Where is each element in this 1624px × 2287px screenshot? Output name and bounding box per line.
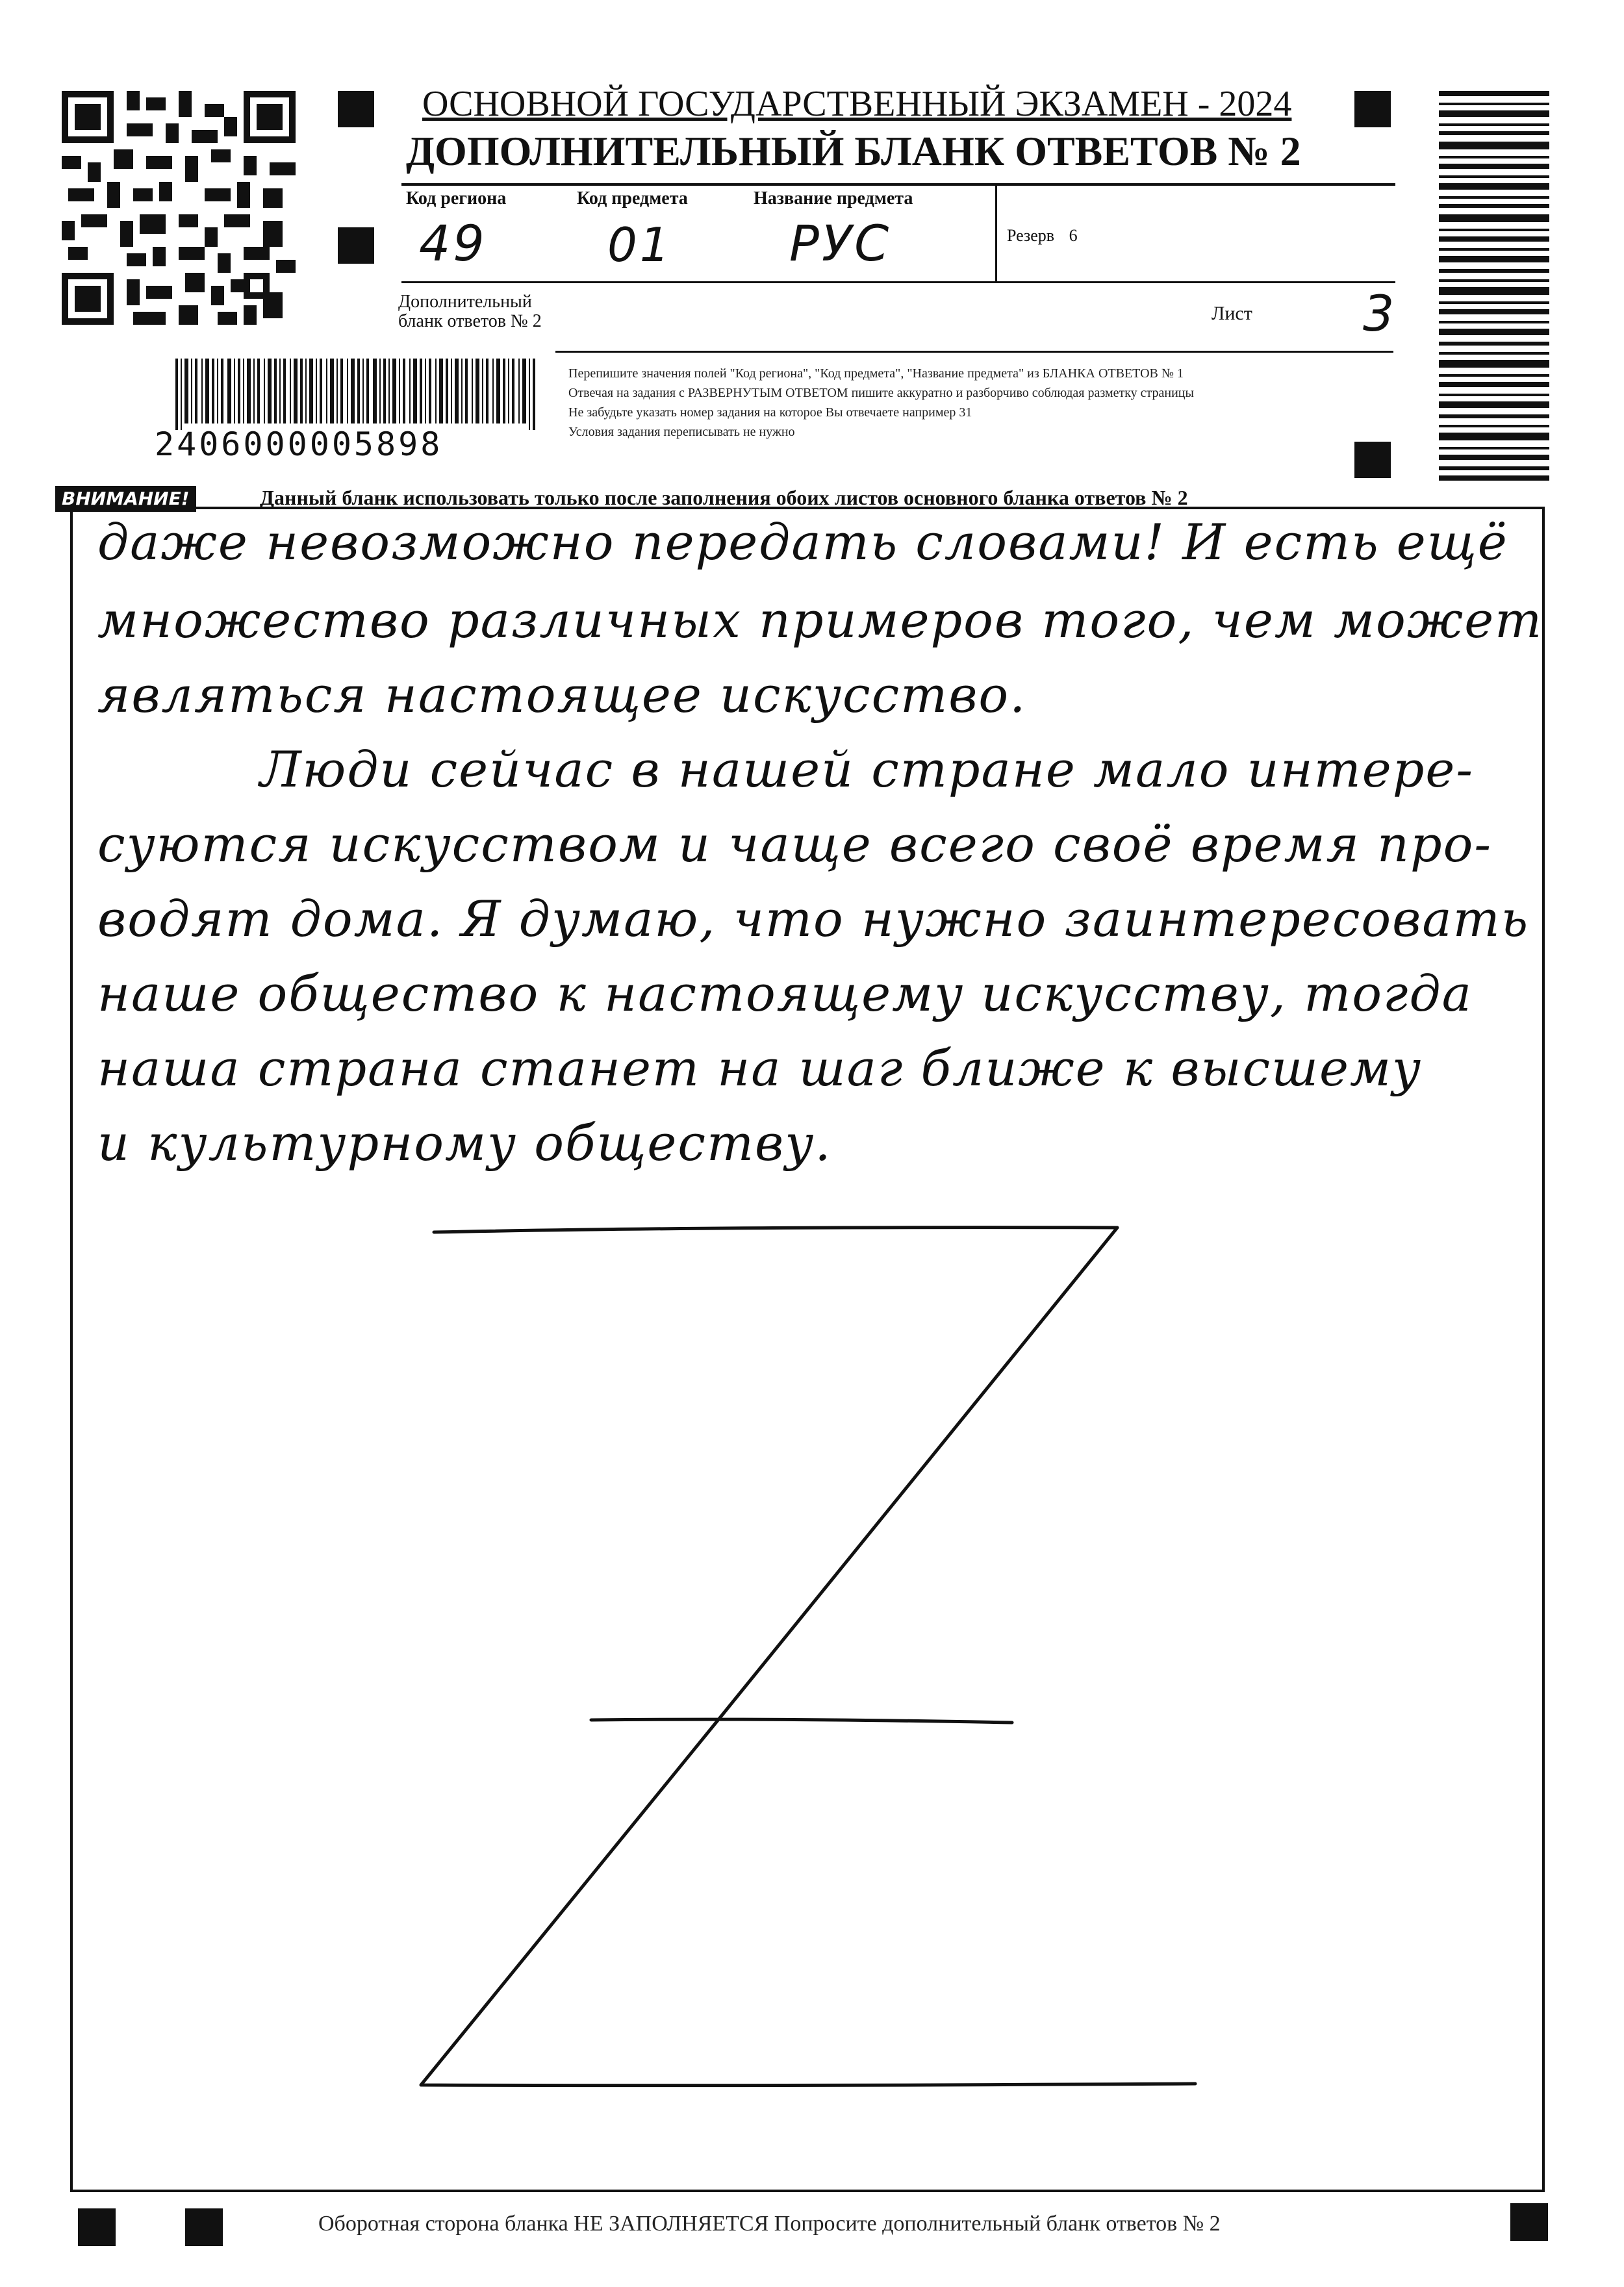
handwritten-line: и культурному обществу. [97,1114,832,1172]
reserve-value: 6 [1069,226,1078,245]
sheet-label: Лист [1212,303,1252,324]
instruction-line: Отвечая на задания с РАЗВЕРНУТЫМ ОТВЕТОМ пишите аккуратно и разборчиво соблюдая разметку страницы [568,386,1194,400]
handwritten-line: множество различных примеров того, чем может [97,591,1543,649]
subject-name-label: Название предмета [754,188,913,208]
form-label-line2: бланк ответов № 2 [398,311,542,331]
subject-name-value[interactable]: РУС [789,214,892,272]
instruction-line: Не забудьте указать номер задания на которое Вы отвечаете например 31 [568,405,972,420]
subject-code-value[interactable]: 01 [607,218,672,272]
handwritten-line: водят дома. Я думаю, что нужно заинтересовать [97,890,1530,948]
warning-text: Данный бланк использовать только после заполнения обоих листов основного бланка ответов № 2 [260,486,1188,509]
barcode-number: 2406000005898 [155,425,443,463]
instruction-line: Перепишите значения полей "Код региона", "Код предмета", "Название предмета" из БЛАНКА ОТВЕТОВ № 1 [568,366,1184,381]
region-code-label: Код региона [406,188,507,208]
form-label-line1: Дополнительный [398,292,532,312]
reserve-label-text: Резерв [1007,226,1055,245]
region-code-value[interactable]: 49 [419,214,487,272]
handwritten-line: наше общество к настоящему искусству, тогда [97,965,1473,1022]
form-title: ДОПОЛНИТЕЛЬНЫЙ БЛАНК ОТВЕТОВ № 2 [406,128,1301,174]
exam-title: ОСНОВНОЙ ГОСУДАРСТВЕННЫЙ ЭКЗАМЕН - 2024 [422,84,1292,124]
handwritten-line: Люди сейчас в нашей стране мало интере- [260,740,1475,798]
handwritten-line: наша страна станет на шаг ближе к высшему [97,1039,1423,1097]
footer-note: Оборотная сторона бланка НЕ ЗАПОЛНЯЕТСЯ Попросите дополнительный бланк ответов № 2 [318,2212,1221,2236]
handwritten-line: являться настоящее искусство. [97,666,1027,724]
instruction-line: Условия задания переписывать не нужно [568,425,795,439]
warning-badge: ВНИМАНИЕ! [55,486,196,512]
handwritten-line: суются искусством и чаще всего своё время про- [97,815,1493,873]
handwritten-line: даже невозможно передать словами! И есть ещё [97,513,1508,571]
sheet-number-value[interactable]: 3 [1363,284,1397,342]
subject-code-label: Код предмета [577,188,688,208]
